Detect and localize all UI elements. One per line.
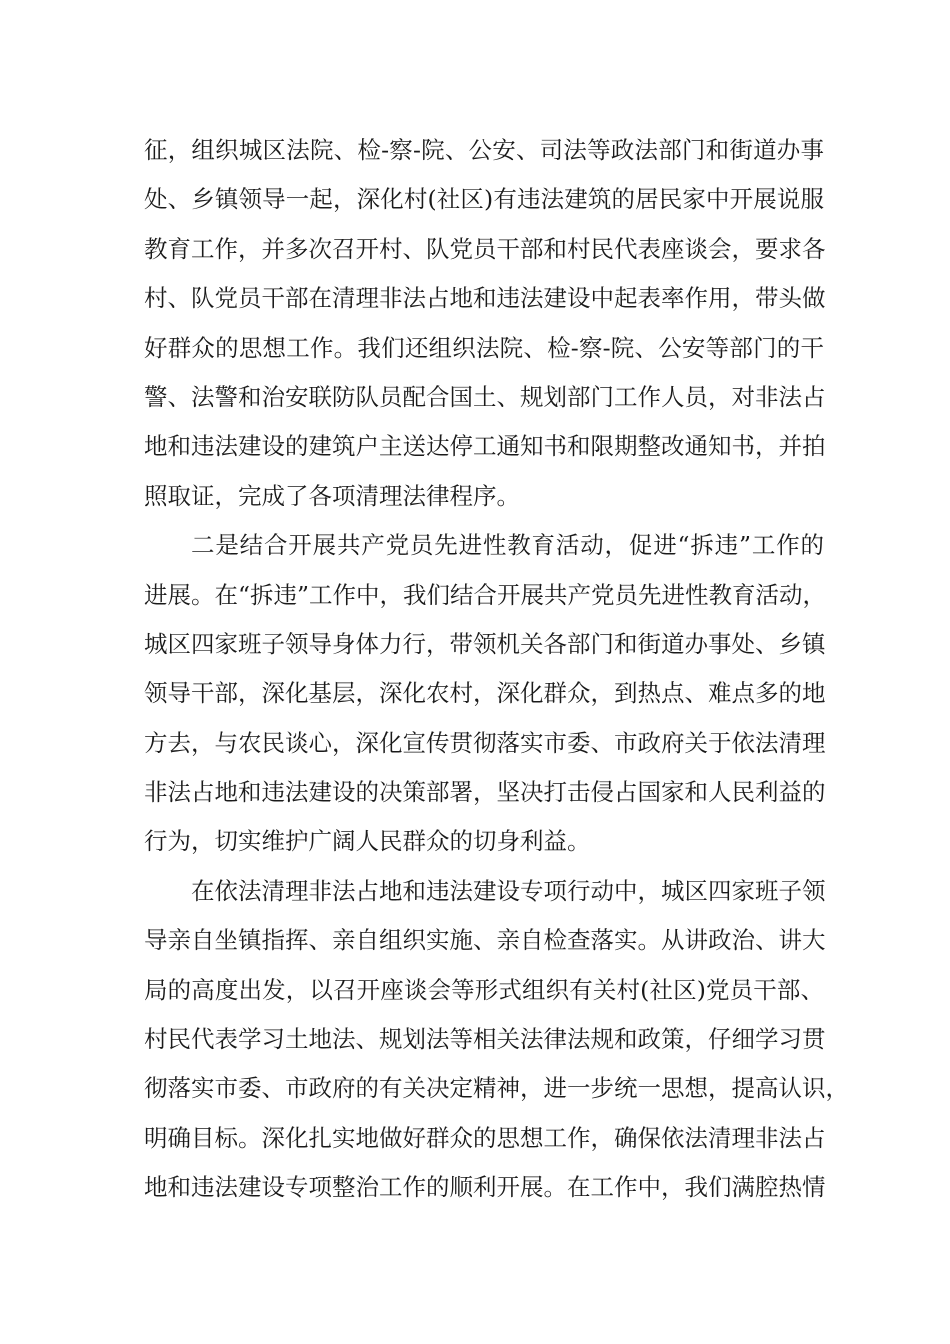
text-line: 非法占地和违法建设的决策部署，坚决打击侵占国家和人民利益的 bbox=[144, 778, 826, 807]
text-line: 彻落实市委、市政府的有关决定精神，进一步统一思想，提高认识， bbox=[144, 1074, 849, 1103]
text-line: 导亲自坐镇指挥、亲自组织实施、亲自检查落实。从讲政治、讲大 bbox=[144, 926, 826, 955]
text-line: 地和违法建设专项整治工作的顺利开展。在工作中，我们满腔热情 bbox=[144, 1173, 826, 1202]
text-line: 城区四家班子领导身体力行，带领机关各部门和街道办事处、乡镇 bbox=[144, 629, 826, 658]
text-line: 教育工作，并多次召开村、队党员干部和村民代表座谈会，要求各 bbox=[144, 234, 826, 263]
text-line: 进展。在“拆违”工作中，我们结合开展共产党员先进性教育活动， bbox=[144, 580, 827, 609]
text-line: 村、队党员干部在清理非法占地和违法建设中起表率作用，带头做 bbox=[144, 284, 826, 313]
text-line: 照取证，完成了各项清理法律程序。 bbox=[144, 481, 520, 510]
text-line: 地和违法建设的建筑户主送达停工通知书和限期整改通知书，并拍 bbox=[144, 432, 826, 461]
text-line: 警、法警和治安联防队员配合国土、规划部门工作人员，对非法占 bbox=[144, 382, 826, 411]
text-line: 领导干部，深化基层，深化农村，深化群众，到热点、难点多的地 bbox=[144, 679, 826, 708]
text-line: 征，组织城区法院、检-察-院、公安、司法等政法部门和街道办事 bbox=[144, 136, 824, 164]
text-line: 在依法清理非法占地和违法建设专项行动中，城区四家班子领 bbox=[191, 876, 826, 905]
text-line: 好群众的思想工作。我们还组织法院、检-察-院、公安等部门的干 bbox=[144, 333, 824, 362]
text-line: 处、乡镇领导一起，深化村(社区)有违法建筑的居民家中开展说服 bbox=[144, 185, 824, 214]
text-line: 行为，切实维护广阔人民群众的切身利益。 bbox=[144, 827, 591, 856]
body-text bbox=[144, 126, 849, 1213]
text-line: 明确目标。深化扎实地做好群众的思想工作，确保依法清理非法占 bbox=[144, 1123, 826, 1152]
text-line: 方去，与农民谈心，深化宣传贯彻落实市委、市政府关于依法清理 bbox=[144, 728, 826, 757]
text-line: 村民代表学习土地法、规划法等相关法律法规和政策，仔细学习贯 bbox=[144, 1025, 826, 1054]
text-line: 二是结合开展共产党员先进性教育活动，促进“拆违”工作的 bbox=[191, 531, 824, 560]
text-line: 局的高度出发，以召开座谈会等形式组织有关村(社区)党员干部、 bbox=[144, 975, 824, 1004]
